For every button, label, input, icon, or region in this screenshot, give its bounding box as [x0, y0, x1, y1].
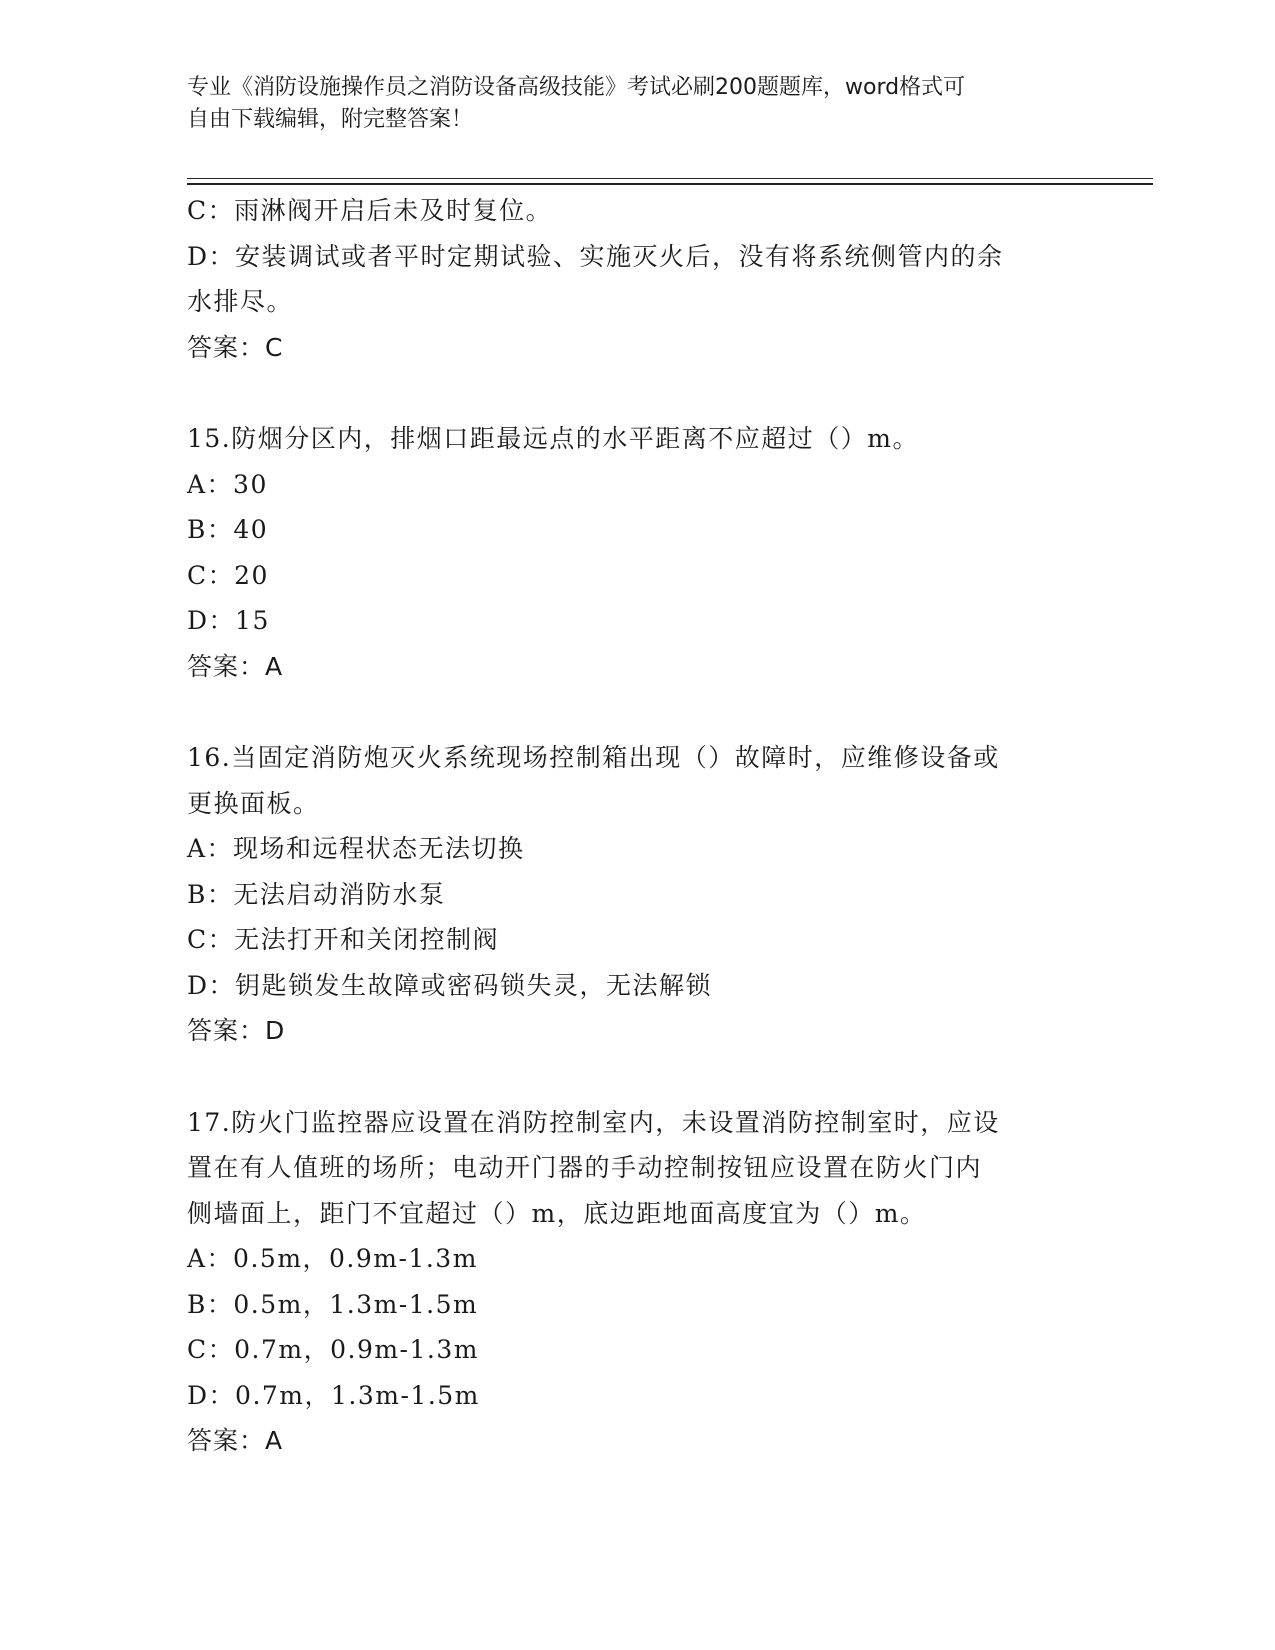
question-16 — [187, 735, 1087, 1054]
option-d: D：15 — [187, 606, 270, 635]
question-14-continued — [187, 188, 1087, 370]
question-stem: 16.当固定消防炮灭火系统现场控制箱出现（）故障时，应维修设备或 — [187, 743, 1000, 772]
document-header — [187, 72, 1067, 136]
option-d-continued: 水排尽。 — [187, 287, 294, 316]
option-d: D：0.7m，1.3m-1.5m — [187, 1380, 480, 1410]
question-stem-continued: 更换面板。 — [187, 788, 320, 818]
question-stem-continued: 侧墙面上，距门不宜超过（）m，底边距地面高度宜为（）m。 — [187, 1198, 927, 1228]
question-17 — [187, 1100, 1087, 1464]
header-title-line-1: 专业《消防设施操作员之消防设备高级技能》考试必刷200题题库，word格式可 — [187, 75, 966, 100]
header-divider-thick — [187, 183, 1153, 185]
question-content — [187, 188, 1087, 1464]
answer: 答案：A — [187, 651, 284, 681]
option-b: B：0.5m，1.3m-1.5m — [187, 1289, 479, 1319]
question-stem: 15.防烟分区内，排烟口距最远点的水平距离不应超过（）m。 — [187, 424, 919, 453]
spacer — [187, 370, 1087, 416]
option-c: C：雨淋阀开启后未及时复位。 — [187, 196, 553, 225]
question-15 — [187, 416, 1087, 689]
answer: 答案：A — [187, 1426, 284, 1455]
header-title-line-2: 自由下载编辑，附完整答案！ — [187, 107, 474, 132]
spacer — [187, 689, 1087, 735]
spacer — [187, 1054, 1087, 1100]
question-stem: 17.防火门监控器应设置在消防控制室内，未设置消防控制室时，应设 — [187, 1107, 1000, 1137]
option-c: C：0.7m，0.9m-1.3m — [187, 1335, 479, 1364]
header-divider-thin — [187, 178, 1153, 179]
option-d: D：安装调试或者平时定期试验、实施灭火后，没有将系统侧管内的余 — [187, 241, 1004, 271]
question-stem-continued: 置在有人值班的场所；电动开门器的手动控制按钮应设置在防火门内 — [187, 1153, 983, 1182]
option-a: A：0.5m，0.9m-1.3m — [187, 1244, 478, 1273]
option-c: C：无法打开和关闭控制阀 — [187, 925, 500, 954]
option-b: B：40 — [187, 515, 269, 544]
answer: 答案：C — [187, 332, 284, 362]
option-d: D：钥匙锁发生故障或密码锁失灵，无法解锁 — [187, 970, 713, 1000]
option-a: A：30 — [187, 469, 268, 499]
option-c: C：20 — [187, 560, 269, 590]
option-a: A：现场和远程状态无法切换 — [187, 834, 525, 863]
answer: 答案：D — [187, 1016, 286, 1045]
option-b: B：无法启动消防水泵 — [187, 879, 446, 909]
